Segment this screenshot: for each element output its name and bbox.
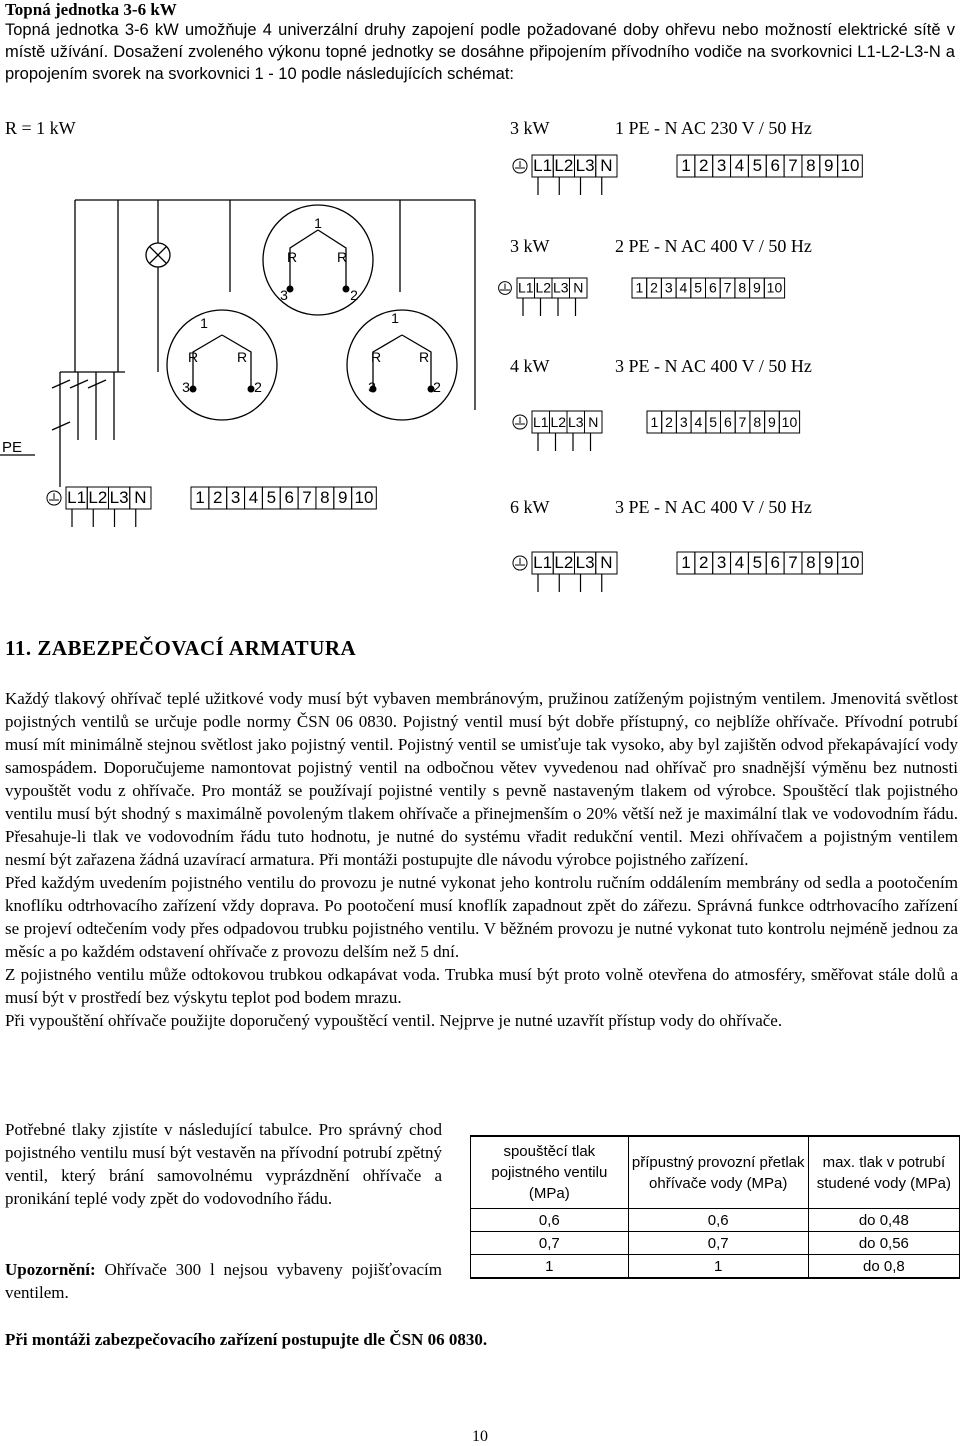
terminal-label: 5 [752,552,763,572]
column-header: přípustný provozní přetlak ohřívače vody (MPa) [628,1136,808,1209]
config2-supply: 2 PE - N AC 400 V / 50 Hz [615,236,812,256]
terminal-label: 5 [709,413,718,430]
terminal-label: 1 [681,155,691,175]
terminal-label: L1 [533,552,553,572]
terminal-label: 7 [738,413,747,430]
terminal-label: 8 [738,279,747,296]
column-header: max. tlak v potrubí studené vody (MPa) [808,1136,959,1209]
table-row [471,1209,960,1232]
terminal-label: L3 [552,279,569,296]
terminal-label: 4 [734,155,745,175]
terminal-label: 7 [788,155,798,175]
table-cell: 1 [628,1255,808,1279]
terminal-label: L2 [554,155,574,175]
intro-paragraph: Topná jednotka 3-6 kW umožňuje 4 univerzální druhy zapojení podle požadované doby ohřevu nebo možností elektrické sítě v místě užívání. Dosažení zvoleného výkonu topné jednotky se dosáhne připojením přívodního vodiče na svorkovnici L1-L2-L3-N a propojením svorek na svorkovnici 1 - 10 podle následujících schémat: [5,21,955,83]
terminal-label: 2 [213,487,223,507]
terminal-label: L3 [575,155,595,175]
paragraph: Z pojistného ventilu může odtokovou trubkou odkapávat voda. Trubka musí být proto volně otevřena do atmosféry, směřovat stále dolů a musí být v prostředí bez výskytu teplot pod bodem mrazu. [5,965,958,1007]
warning-text: Ohřívače 300 l nejsou vybaveny pojišťovacím ventilem. [5,1260,442,1302]
terminal-label: 4 [679,279,688,296]
column-header: spouštěcí tlak pojistného ventilu (MPa) [471,1136,629,1209]
resistor-label: R [418,349,430,365]
terminal-label: 10 [840,155,860,175]
config1-power: 3 kW [510,118,550,138]
terminal-label: 2 [650,279,658,296]
terminal-label: 1 [650,413,659,430]
terminal-label: N [588,413,599,430]
terminal-label: L2 [554,552,574,572]
node-label: 1 [314,215,322,231]
terminal-label: 3 [230,487,241,507]
resistor-label: R [286,249,298,265]
wiring-diagram [0,150,960,620]
table-cell: 1 [471,1255,629,1279]
warning-label: Upozornění: [5,1260,96,1279]
terminal-label: 3 [664,279,673,296]
terminal-label: L2 [535,279,552,296]
terminal-strip-left [47,487,376,527]
terminal-strip-config1 [513,155,862,195]
terminal-label: 7 [723,279,732,296]
node-label: 1 [200,315,208,331]
terminal-label: 7 [788,552,798,572]
terminal-label: 2 [699,155,709,175]
resistor-label: R [370,349,382,365]
node-label: 1 [391,310,399,326]
terminal-label: 2 [665,413,673,430]
terminal-label: N [600,155,613,175]
table-header-row [471,1136,960,1209]
config3-supply: 3 PE - N AC 400 V / 50 Hz [615,356,812,376]
resistor-value-label: R = 1 kW [5,118,76,138]
terminal-label: L1 [532,413,549,430]
section-title: Topná jednotka 3-6 kW [5,0,177,19]
terminal-label: 6 [723,413,732,430]
terminal-label: 4 [694,413,703,430]
terminal-label: 4 [734,552,745,572]
warning-note [5,1258,442,1304]
terminal-label: 9 [823,552,834,572]
terminal-label: N [573,279,584,296]
terminal-label: 10 [766,279,783,296]
config1-supply: 1 PE - N AC 230 V / 50 Hz [615,118,812,138]
table-cell: do 0,48 [808,1209,959,1232]
terminal-label: 6 [708,279,717,296]
final-note: Při montáži zabezpečovacího zařízení postupujte dle ČSN 06 0830. [5,1330,488,1349]
terminal-label: L2 [550,413,567,430]
pe-label: PE [1,439,23,456]
section-heading: 11. ZABEZPEČOVACÍ ARMATURA [5,636,357,660]
config3-power: 4 kW [510,356,550,376]
table-cell: 0,7 [471,1232,629,1255]
terminal-label: 10 [781,413,798,430]
terminal-label: N [134,487,147,507]
table-cell: 0,6 [471,1209,629,1232]
resistor-label: R [187,349,199,365]
terminal-label: 4 [248,487,259,507]
terminal-label: 3 [716,155,727,175]
terminal-label: L3 [575,552,595,572]
terminal-strip-config4 [513,552,862,592]
paragraph: Při vypouštění ohřívače použijte doporučený vypouštěcí ventil. Nejprve je nutné uzavřít přístup vody do ohřívače. [5,1011,783,1030]
terminal-label: 1 [635,279,644,296]
terminal-label: 10 [840,552,860,572]
paragraph: Před každým uvedením pojistného ventilu do provozu je nutné vykonat jeho kontrolu ručním oddálením membrány od sedla a pootočením knoflíku odtrhovacího zařízení vždy doprava. Po pootočení musí knoflík zapadnout zpět do zářezu. Správná funkce odtrhovacího zařízení se projeví odtečením vody přes odpadovou trubku pojistného ventilu. V běžném provozu je nutné vykonat tuto kontrolu nejméně jednou za měsíc a po každém odstavení ohřívače z provozu delším než 5 dní. [5,873,958,961]
terminal-label: 1 [681,552,691,572]
terminal-label: L1 [533,155,553,175]
terminal-label: 3 [679,413,688,430]
terminal-label: 9 [337,487,348,507]
table-cell: do 0,56 [808,1232,959,1255]
terminal-label: 5 [752,155,763,175]
terminal-label: 7 [302,487,312,507]
node-label: 3 [280,287,288,303]
terminal-label: 1 [195,487,205,507]
terminal-label: 6 [770,155,780,175]
pressure-table [470,1135,960,1279]
section-body [5,687,958,1032]
node-label: 3 [182,379,190,395]
terminal-label: 9 [753,279,761,296]
page-number: 10 [472,1428,488,1445]
config2-power: 3 kW [510,236,550,256]
terminal-label: 10 [354,487,374,507]
table-row [471,1232,960,1255]
terminal-label: 8 [806,552,816,572]
table-cell: 0,6 [628,1209,808,1232]
terminal-label: 6 [770,552,780,572]
terminal-strip-config2 [499,278,785,316]
paragraph: Každý tlakový ohřívač teplé užitkové vody musí být vybaven membránovým, pružinou zatíženým pojistným ventilem. Jmenovitá světlost pojistných ventilů se určuje podle normy ČSN 06 0830. Pojistný ventil musí být dobře přístupný, co nejblíže ohřívače. Přívodní potrubí musí mít minimálně stejnou světlost jako pojistný ventil. Pojistný ventil se umisťuje tak vysoko, aby byl zajištěn odvod překapávající vody samospádem. Doporučujeme namontovat pojistný ventil na odbočnou větev vyvedenou nad ohřívač pro snadnější výměnu bez nutnosti vypouštět vodu z ohřívače. Pro montáž se používají pojistné ventily s pevně nastaveným tlakem od výrobce. Spouštěcí tlak pojistného ventilu musí být shodný s maximálně povoleným tlakem ohřívače a přinejmenším o 20% větší než je maximální tlak ve vodovodním řádu. Přesahuje-li tlak ve vodovodním řádu tuto hodnotu, je nutné do systému vřadit redukční ventil. Mezi ohřívačem a pojistným ventilem nesmí být zařazena žádná uzavírací armatura. Při montáži postupujte dle návodu výrobce pojistného zařízení. [5,689,958,869]
terminal-label: 9 [768,413,776,430]
terminal-label: L1 [67,487,87,507]
table-cell: 0,7 [628,1232,808,1255]
terminal-label: L2 [88,487,108,507]
terminal-label: 8 [806,155,816,175]
terminal-label: 5 [694,279,703,296]
terminal-label: 5 [266,487,277,507]
terminal-label: 8 [753,413,762,430]
resistor-label: R [336,249,348,265]
terminal-label: N [600,552,613,572]
terminal-label: 6 [284,487,294,507]
terminal-label: 3 [716,552,727,572]
terminal-label: L3 [109,487,129,507]
node-label: 2 [350,287,358,303]
node-label: 2 [254,379,262,395]
node-label: 2 [433,379,441,395]
pressure-note-paragraph: Potřebné tlaky zjistíte v následující tabulce. Pro správný chod pojistného ventilu musí být vestavěn na přívodní potrubí zpětný ventil, který brání samovolnému vyprázdnění ohřívače a pronikání teplé vody zpět do vodovodního řádu. [5,1120,442,1208]
terminal-label: 2 [699,552,709,572]
node-label: 3 [368,379,376,395]
terminal-strip-config3 [513,411,800,451]
terminal-label: 9 [823,155,834,175]
terminal-label: L3 [567,413,584,430]
terminal-label: L1 [517,279,534,296]
resistor-label: R [236,349,248,365]
table-cell: do 0,8 [808,1255,959,1279]
config4-power: 6 kW [510,497,550,517]
table-row [471,1255,960,1279]
terminal-label: 8 [320,487,330,507]
config4-supply: 3 PE - N AC 400 V / 50 Hz [615,497,812,517]
